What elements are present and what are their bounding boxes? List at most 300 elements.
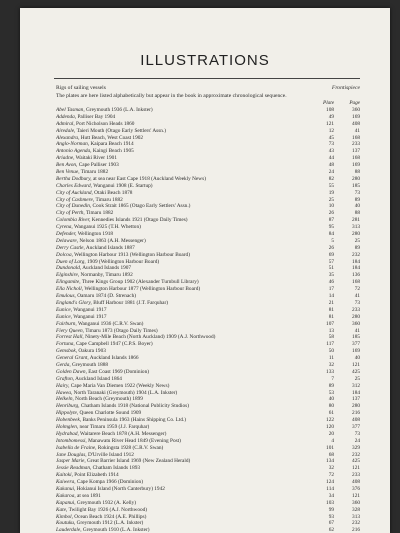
- plate-number: 40: [328, 396, 334, 403]
- page-number: 425: [352, 458, 360, 465]
- vessel-name: Fiery Queen,: [56, 327, 84, 334]
- list-item: [56, 383, 360, 390]
- vessel-name: Defender,: [56, 231, 77, 238]
- plate-number: 121: [326, 120, 334, 127]
- entry-title: [56, 272, 308, 279]
- entry-description: Greymouth 1932 (A. Kelly): [76, 499, 137, 506]
- page-number: 233: [352, 306, 360, 313]
- list-item: [56, 245, 360, 252]
- page-number: 313: [352, 224, 360, 231]
- list-item: [56, 231, 360, 238]
- plate-number: 93: [328, 513, 334, 520]
- page-number: 280: [352, 231, 360, 238]
- entry-title: [56, 114, 308, 121]
- page-number: 89: [354, 196, 360, 203]
- entry-description: East Coast 1969 (Dominion): [88, 368, 149, 375]
- page-number: 169: [352, 162, 360, 169]
- entry-description: Oakura 1903: [78, 348, 106, 355]
- plate-number: 87: [328, 217, 334, 224]
- column-headers: [56, 100, 360, 106]
- list-item: [56, 341, 360, 348]
- vessel-name: Cyrena,: [56, 224, 73, 231]
- page-column-header: Page: [349, 100, 360, 106]
- entry-description: Kennedies Islands 1921 (Otago Daily Times): [91, 217, 188, 224]
- entry-description: Waitarere Beach 1878 (A.H. Messenger): [80, 430, 167, 437]
- vessel-name: Admiral,: [56, 120, 75, 127]
- plate-number: 7: [331, 375, 334, 382]
- plate-number: 67: [328, 520, 334, 527]
- entry-description: North Taranaki (Greymouth) 1904 (L.A. Inkster): [73, 389, 178, 396]
- entry-title: [56, 210, 308, 217]
- list-item: [56, 390, 360, 397]
- list-item: [56, 493, 360, 500]
- plate-number: 120: [326, 423, 334, 430]
- plate-number: 68: [328, 451, 334, 458]
- vessel-name: Lauderdale,: [56, 527, 82, 533]
- plate-number: 89: [328, 382, 334, 389]
- entry-description: Wellington Harbour 1877 (Wellington Harbour Board): [84, 286, 201, 293]
- page-number: 121: [352, 465, 360, 472]
- entry-title: [56, 334, 308, 341]
- list-item: [56, 238, 360, 245]
- rigs-page: Frontispiece: [331, 85, 360, 91]
- entry-title: [56, 390, 308, 397]
- entry-description: Banks Peninsula 1963 (Hains Shipping Co. Ltd.): [82, 417, 187, 424]
- entry-title: [56, 369, 308, 376]
- list-item: [56, 265, 360, 272]
- vessel-name: Fairburn,: [56, 320, 77, 327]
- entry-description: Greymouth 1910 (L.A. Inkster): [82, 527, 150, 533]
- plate-number: 133: [326, 368, 334, 375]
- list-item: [56, 272, 360, 279]
- entry-description: Kaipara Beach 1914: [90, 141, 134, 148]
- vessel-name: Gerda,: [56, 361, 71, 368]
- vessel-name: Ella Nicholl,: [56, 286, 84, 293]
- entry-title: [56, 465, 308, 472]
- entry-description: Greymouth 1912 (L.A. Inkster): [76, 520, 144, 527]
- list-item: [56, 376, 360, 383]
- vessel-name: Delaware,: [56, 237, 79, 244]
- page-number: 136: [352, 272, 360, 279]
- entry-title: [56, 286, 308, 293]
- entry-title: [56, 383, 308, 390]
- entry-description: Cape Kompa 1966 (Dominion): [76, 479, 143, 486]
- entry-description: D'Urville Island 1912: [87, 451, 134, 458]
- list-item: [56, 300, 360, 307]
- page-number: 41: [354, 327, 360, 334]
- page-number: 377: [352, 341, 360, 348]
- list-item: [56, 162, 360, 169]
- entry-description: Timaru 1882: [80, 169, 109, 176]
- entry-title: [56, 190, 308, 197]
- plate-number: 122: [326, 417, 334, 424]
- entry-description: Chatham Islands 1918 (National Publicity Studios): [80, 403, 189, 410]
- plate-number: 82: [328, 175, 334, 182]
- vessel-name: Bertha Dodbury,: [56, 175, 92, 182]
- vessel-name: Kate,: [56, 506, 68, 513]
- page-number: 89: [354, 244, 360, 251]
- entry-title: [56, 500, 308, 507]
- entry-title: [56, 121, 308, 128]
- plate-number: 69: [328, 251, 334, 258]
- page-number: 328: [352, 506, 360, 513]
- plate-number: 32: [328, 465, 334, 472]
- plate-number: 20: [328, 430, 334, 437]
- vessel-name: Abel Tasman,: [56, 107, 85, 113]
- entry-description: Wellington Harbour 1913 (Wellington Harbour Board): [74, 251, 190, 258]
- page-number: 360: [352, 499, 360, 506]
- list-item: [56, 252, 360, 259]
- entry-title: [56, 259, 308, 266]
- page-number: 233: [352, 472, 360, 479]
- plate-number: 61: [328, 410, 334, 417]
- entry-title: [56, 321, 308, 328]
- list-item: [56, 203, 360, 210]
- list-item: [56, 176, 360, 183]
- entry-description: Great Barrier Island 1969 (New Zealand Herald): [87, 458, 191, 465]
- entry-description: Nelson 1863 (A.H. Messenger): [79, 237, 146, 244]
- entry-title: [56, 355, 308, 362]
- vessel-name: City of Auckland,: [56, 189, 93, 196]
- entry-title: [56, 458, 308, 465]
- list-item: [56, 169, 360, 176]
- vessel-name: Holmglen,: [56, 423, 79, 430]
- page-number: 88: [354, 169, 360, 176]
- plate-number: 35: [328, 272, 334, 279]
- vessel-name: Hydrabad,: [56, 430, 79, 437]
- page-number: 185: [352, 334, 360, 341]
- entry-description: Kaingi Beach 1905: [92, 148, 134, 155]
- entry-description: Wanganui 1936 (C.R.V. Swan): [77, 320, 144, 327]
- vessel-name: Forrest Hall,: [56, 334, 84, 341]
- entry-title: [56, 224, 308, 231]
- entry-description: Wanganui 1908 (E. Startup): [93, 182, 153, 189]
- page-number: 232: [352, 451, 360, 458]
- entry-description: Taieri Mouth (Otago Early Settlers' Assn.): [76, 127, 167, 134]
- plate-number: 45: [328, 134, 334, 141]
- list-item: [56, 410, 360, 417]
- vessel-name: Derry Castle,: [56, 244, 85, 251]
- entry-description: Cape Maria Van Diemen 1922 (Weekly News): [70, 382, 170, 389]
- entry-title: [56, 514, 308, 521]
- entry-description: 1909 (Wellington Harbour Board): [87, 258, 160, 265]
- page-number: 232: [352, 251, 360, 258]
- list-item: [56, 128, 360, 135]
- plate-number: 53: [328, 389, 334, 396]
- vessel-name: Elginshire,: [56, 272, 80, 279]
- entry-title: [56, 328, 308, 335]
- entry-title: [56, 231, 308, 238]
- vessel-name: Ariadne,: [56, 155, 75, 162]
- entry-description: Hutt Beach, West Coast 1902: [80, 134, 144, 141]
- page-number: 184: [352, 389, 360, 396]
- vessel-name: Dolcoa,: [56, 251, 73, 258]
- entry-title: [56, 417, 308, 424]
- entry-title: [56, 431, 308, 438]
- plate-number: 62: [328, 527, 334, 533]
- entry-description: Wanganui 1925 (T.H. Whetton): [73, 224, 141, 231]
- vessel-name: General Grant,: [56, 355, 89, 362]
- entry-title: [56, 527, 308, 533]
- entry-title: [56, 438, 308, 445]
- entry-description: North Beach (Greymouth) 1899: [75, 396, 143, 403]
- plate-number: 43: [328, 148, 334, 155]
- vessel-name: Hairy,: [56, 382, 70, 389]
- entry-title: [56, 148, 308, 155]
- vessel-name: Dundonald,: [56, 265, 82, 272]
- vessel-name: Helkeln,: [56, 396, 74, 403]
- vessel-name: Hippolyte,: [56, 410, 79, 417]
- vessel-name: Eunice,: [56, 306, 73, 313]
- page-number: 168: [352, 155, 360, 162]
- vessel-name: Kakanui,: [56, 485, 76, 492]
- entry-description: Hokianui Island (North Canterbury) 1942: [76, 485, 165, 492]
- page-number: 25: [354, 375, 360, 382]
- vessel-name: Intombomessi,: [56, 437, 87, 444]
- plate-number: 114: [326, 485, 334, 492]
- vessel-name: Jane Douglas,: [56, 451, 87, 458]
- entry-title: [56, 396, 308, 403]
- entry-description: Greymouth 1888: [72, 361, 109, 368]
- page-number: 313: [352, 513, 360, 520]
- page-number: 280: [352, 403, 360, 410]
- page-number: 88: [354, 210, 360, 217]
- page-number: 24: [354, 437, 360, 444]
- page-number: 312: [352, 382, 360, 389]
- entry-title: [56, 107, 308, 114]
- plate-number: 58: [328, 334, 334, 341]
- list-item: [56, 190, 360, 197]
- entry-title: [56, 203, 308, 210]
- list-item: [56, 403, 360, 410]
- entry-title: [56, 183, 308, 190]
- entry-description: Queen Charlotte Sound 1909: [79, 410, 142, 417]
- vessel-name: Kimbol,: [56, 513, 73, 520]
- vessel-name: Airedale,: [56, 127, 76, 134]
- entry-title: [56, 341, 308, 348]
- rigs-line: [56, 85, 360, 91]
- page-number: 73: [354, 430, 360, 437]
- page-number: 233: [352, 141, 360, 148]
- entry-title: [56, 520, 308, 527]
- list-item: [56, 472, 360, 479]
- page-number: 168: [352, 134, 360, 141]
- vessel-name: Grafton,: [56, 375, 75, 382]
- entry-description: Point Elizabeth 1914: [74, 472, 119, 479]
- plate-number: 48: [328, 162, 334, 169]
- plate-number: 26: [328, 244, 334, 251]
- entry-title: [56, 307, 308, 314]
- list-item: [56, 121, 360, 128]
- plate-number: 101: [326, 444, 334, 451]
- list-item: [56, 334, 360, 341]
- list-item: [56, 424, 360, 431]
- vessel-name: Henriburg,: [56, 403, 80, 410]
- vessel-name: Duen of Larg,: [56, 258, 86, 265]
- list-item: [56, 417, 360, 424]
- entry-title: [56, 162, 308, 169]
- entry-description: Cape Palliser 1903: [78, 162, 119, 169]
- vessel-name: Gemsbok,: [56, 348, 78, 355]
- vessel-name: Hawea,: [56, 389, 73, 396]
- entry-title: [56, 197, 308, 204]
- list-item: [56, 520, 360, 527]
- plate-number: 124: [326, 479, 334, 486]
- vessel-name: Addenda,: [56, 113, 77, 120]
- list-item: [56, 438, 360, 445]
- entry-description: Oamaru 1874 (D. Strenach): [77, 293, 137, 300]
- list-item: [56, 314, 360, 321]
- list-item: [56, 431, 360, 438]
- page-number: 121: [352, 361, 360, 368]
- entry-title: [56, 362, 308, 369]
- vessel-name: City of Cashmere,: [56, 196, 95, 203]
- list-item: [56, 348, 360, 355]
- vessel-name: Kaitoki,: [56, 472, 73, 479]
- vessel-name: Colombia River,: [56, 217, 91, 224]
- list-item: [56, 307, 360, 314]
- entry-description: Cook Strait 1865 (Otago Early Settlers' Assn.): [92, 203, 191, 210]
- vessel-name: Kakaroa,: [56, 492, 76, 499]
- vessel-name: Eunice,: [56, 313, 73, 320]
- list-item: [56, 217, 360, 224]
- page-number: 40: [354, 355, 360, 362]
- list-item: [56, 197, 360, 204]
- page-number: 40: [354, 203, 360, 210]
- plate-number: 55: [328, 182, 334, 189]
- list-item: [56, 224, 360, 231]
- page-number: 216: [352, 527, 360, 533]
- list-item: [56, 465, 360, 472]
- plate-number: 81: [328, 313, 334, 320]
- entry-description: Palliser Bay 1904: [77, 113, 116, 120]
- vessel-name: City of Perth,: [56, 210, 85, 217]
- list-item: [56, 321, 360, 328]
- page-number: 281: [352, 217, 360, 224]
- page-number: 360: [352, 107, 360, 113]
- page-number: 169: [352, 348, 360, 355]
- entry-title: [56, 403, 308, 410]
- page-number: 41: [354, 127, 360, 134]
- list-item: [56, 114, 360, 121]
- entry-title: [56, 493, 308, 500]
- entry-description: Cape Campbell 1947 (C.P.S. Boyer): [76, 341, 153, 348]
- entry-title: [56, 314, 308, 321]
- entry-description: Timaru 1873 (Otago Daily Times): [85, 327, 158, 334]
- entry-title: [56, 348, 308, 355]
- entry-description: Otaki Beach 1878: [94, 189, 133, 196]
- plate-number: 10: [328, 203, 334, 210]
- list-item: [56, 369, 360, 376]
- plate-number: 46: [328, 279, 334, 286]
- plate-number: 19: [328, 189, 334, 196]
- plate-number: 108: [326, 107, 334, 113]
- plate-number: 14: [328, 293, 334, 300]
- entry-title: [56, 238, 308, 245]
- entry-title: [56, 176, 308, 183]
- list-item: [56, 362, 360, 369]
- plate-number: 72: [328, 472, 334, 479]
- entry-title: [56, 472, 308, 479]
- plates-note: The plates are here listed alphabetically but appear in the book in approximate chronological sequence.: [56, 93, 287, 99]
- rigs-label: Rigs of sailing vessels: [56, 85, 106, 91]
- list-item: [56, 479, 360, 486]
- vessel-name: Golden Dawn,: [56, 368, 87, 375]
- plate-number: 17: [328, 286, 334, 293]
- page-number: 280: [352, 313, 360, 320]
- page-number: 360: [352, 320, 360, 327]
- page-number: 73: [354, 299, 360, 306]
- page-number: 216: [352, 410, 360, 417]
- plate-number: 34: [328, 492, 334, 499]
- entry-description: Manawatu River Head 1849 (Evening Post): [88, 437, 181, 444]
- entry-title: [56, 217, 308, 224]
- entry-description: Bluff Harbour 1881 (J.T. Farquhar): [93, 299, 169, 306]
- vessel-name: Koutuku,: [56, 520, 76, 527]
- entry-description: Waitaki River 1901: [75, 155, 117, 162]
- vessel-name: England's Glory,: [56, 299, 92, 306]
- page-number: 425: [352, 368, 360, 375]
- entry-description: Auckland Islands 1866: [89, 355, 139, 362]
- plate-number: 80: [328, 403, 334, 410]
- plate-number: 51: [328, 265, 334, 272]
- list-item: [56, 183, 360, 190]
- list-item: [56, 141, 360, 148]
- entry-title: [56, 293, 308, 300]
- page-number: 408: [352, 417, 360, 424]
- page-number: 184: [352, 265, 360, 272]
- entry-title: [56, 135, 308, 142]
- vessel-name: Antonio Agenda,: [56, 148, 92, 155]
- book-page: [20, 8, 390, 533]
- entry-title: [56, 507, 308, 514]
- page-number: 329: [352, 444, 360, 451]
- list-item: [56, 514, 360, 521]
- list-item: [56, 286, 360, 293]
- plate-number: 11: [328, 355, 334, 362]
- vessel-name: Elingamite,: [56, 279, 81, 286]
- entry-title: [56, 486, 308, 493]
- list-item: [56, 148, 360, 155]
- entry-title: [56, 279, 308, 286]
- entry-description: Ocean Beach 1924 (A.E. Phillips): [74, 513, 147, 520]
- entry-description: at sea near East Cape 1918 (Auckland Weekly News): [92, 175, 206, 182]
- page-number: 72: [354, 286, 360, 293]
- entry-title: [56, 445, 308, 452]
- plate-number: 26: [328, 210, 334, 217]
- list-item: [56, 293, 360, 300]
- entry-description: Three Kings Group 1902 (Alexander Turnbull Library): [81, 279, 199, 286]
- entry-description: Timaru 1882: [85, 210, 114, 217]
- entry-description: Chatham Islands 1893: [92, 465, 141, 472]
- vessel-name: Kaiwera,: [56, 479, 76, 486]
- heading-rule: [54, 78, 360, 79]
- plate-number: 4: [331, 437, 334, 444]
- page-number: 232: [352, 520, 360, 527]
- entry-description: near Timaru 1959 (J.J. Farquhar): [79, 423, 150, 430]
- page-number: 73: [354, 189, 360, 196]
- list-item: [56, 500, 360, 507]
- page-number: 184: [352, 258, 360, 265]
- page-number: 25: [354, 237, 360, 244]
- entry-description: Wanganui 1917: [73, 313, 107, 320]
- list-item: [56, 507, 360, 514]
- entry-description: at sea 1891: [77, 492, 101, 499]
- list-item: [56, 210, 360, 217]
- list-item: [56, 445, 360, 452]
- plate-number: 50: [328, 348, 334, 355]
- entry-title: [56, 410, 308, 417]
